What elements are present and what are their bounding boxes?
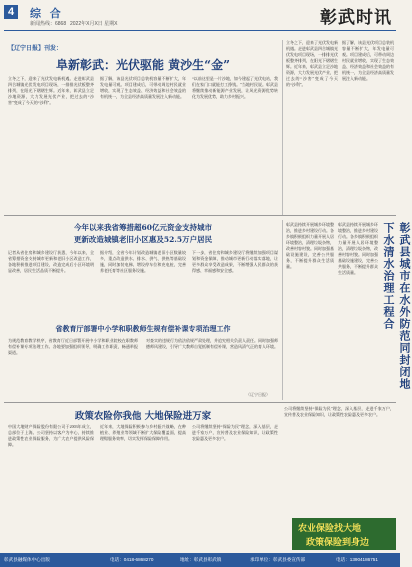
article3-col2: 对查实的违规行为依法依规严肃处理，并追究相关负责人责任。同时加强师德师风建设，引导广大教师自觉抵制有偿补课，营造风清气正的育人环境。	[146, 338, 278, 349]
section-title: 综 合	[30, 8, 64, 20]
article1-headline: 阜新彰武：光伏驱能 黄沙生“金”	[56, 58, 230, 72]
article1-col4: 立冬之下，迎来了光伏发电新机遇。走进彰武县四合城镇光伏发电项目现场，一排排光伏板整齐排列，在阳光下熠熠生辉。近年来，彰武县立足沙地资源，大力发展光伏产业，把过去的“沙害”变成了今天的“沙利”。	[286, 40, 338, 87]
article3-col1: 为规范教育教学秩序，省教育厅近日部署开展中小学和职业院校在职教师有偿补课专项治理工作。各地要加强组织领导，明确工作职责，畅通举报渠道。	[8, 338, 138, 355]
article2-headline-line1: 今年以来我省筹措超60亿元资金支持城市	[74, 223, 212, 232]
article4-col2: 彰武县持续开展城乡环境整治，推进乡村建设行动。各乡镇积极组织力量开展人居环境整治，清理垃圾杂物，改善村容村貌。同时加强基础设施建设，完善公共服务，不断提升群众生活质量。	[338, 222, 378, 275]
header-hotline: 新闻热线：6868	[30, 21, 67, 27]
header-date: 2022年X月X日 星期X	[70, 21, 118, 27]
article1-col3: “以前这里是一片沙地，如今建起了光伏电站，我们在家门口就能打工挣钱。”当地村民说。彰武县将继续推动新能源产业发展，让风光资源优势转化为发展优势，助力乡村振兴。	[192, 76, 278, 99]
article2-col2: 据介绍，全省今年计划改造城镇老旧小区数量较多，重点改造供水、排水、供气、供热等基础设施，同时加装电梯、增设停车位和充电桩，完善养老托育等社区服务设施。	[100, 250, 186, 273]
article1-col2: 据了解，该县光伏项目总装机容量不断扩大，年发电量可观。项目建成后，可带动周边村民就业增收，实现了生态效益、经济效益和社会效益的有机统一，为全县经济高质量发展注入新动能。	[100, 76, 186, 99]
page-footer	[0, 553, 400, 567]
header-rule	[4, 30, 396, 31]
article1-kicker: 【辽宁日报】刊发：	[8, 46, 63, 52]
article4-col1: 彰武县持续开展城乡环境整治，推进乡村建设行动。各乡镇积极组织力量开展人居环境整治，清理垃圾杂物，改善村容村貌。同时加强基础设施建设，完善公共服务，不断提升群众生活质量。	[286, 222, 334, 269]
divider	[4, 402, 396, 403]
footer-printer: 承印单位：彰武县委宣传部	[250, 557, 306, 562]
article5-col1: 中国大地财产保险股份有限公司于2003年成立，总部位于上海。公司坚持以客户为中心，持续推进政策性农业保险服务，为广大农户提供风险保障。	[8, 424, 94, 447]
article3-source: （辽宁日报）	[246, 392, 270, 397]
ad-banner	[292, 518, 396, 550]
masthead: 彰武时讯	[320, 8, 392, 28]
article1-col1: 立冬之下，迎来了光伏发电新机遇。走进彰武县四合城镇光伏发电项目现场，一排排光伏板整齐排列，在阳光下熠熠生辉。近年来，彰武县立足沙地资源，大力发展光伏产业，把过去的“沙害”变成了今天的“沙利”。	[8, 76, 94, 105]
article5-col4: 公司将继续坚持“保险为民”理念，深入基层，走进千家万户，宣传普及农业保险知识，让政策性农险惠及更多农户。	[284, 406, 394, 417]
column-divider	[282, 40, 283, 215]
article2-col1: 记者从省住房和城乡建设厅获悉，今年以来，全省筹措资金支持城市更新和老旧小区改造工作，各地积极推进项目建设，改造完成后小区环境明显改善，居民生活品质不断提升。	[8, 250, 94, 273]
page-header	[0, 0, 400, 30]
article1-col5: 据了解，该县光伏项目总装机容量不断扩大，年发电量可观。项目建成后，可带动周边村民就业增收，实现了生态效益、经济效益和社会效益的有机统一，为全县经济高质量发展注入新动能。	[342, 40, 394, 81]
article5-col2: 近年来，大地保险积极参与乡村振兴战略，在种植业、养殖业等领域不断扩大保险覆盖面，提高理赔服务效率，切实发挥保险保障作用。	[100, 424, 186, 441]
divider	[4, 215, 396, 216]
ad-line1: 农业保险找大地	[298, 524, 362, 534]
article5-headline: 政策农险你我他 大地保险进万家	[74, 411, 212, 422]
page-number: 4	[4, 5, 18, 19]
footer-phone2: 电话：13904186751	[336, 557, 378, 562]
article3-headline: 省教育厅部署中小学和职教师生规有偿补课专项治理工作	[55, 324, 231, 333]
article5-col3: 公司将继续坚持“保险为民”理念，深入基层，走进千家万户，宣传普及农业保险知识，让政策性农险惠及更多农户。	[192, 424, 278, 441]
article2-headline-line2: 更新改造城镇老旧小区惠及52.5万户居民	[73, 235, 213, 244]
ad-line2: 政策保险到身边	[306, 538, 370, 548]
vertical-headline: 彰武县城市在水外防范同封闭地下水清水治理工程合	[382, 222, 411, 390]
column-divider	[282, 220, 283, 400]
footer-phone: 电话：0418-6868270	[110, 557, 154, 562]
article2-col3: 下一步，省住房和城乡建设厅将继续加强项目谋划和资金保障，推动城市更新行动落实落地，让更多群众享受改造成果，不断增强人民群众的获得感、幸福感和安全感。	[192, 250, 278, 273]
footer-publisher: 彰武县融媒体中心出版	[4, 557, 50, 562]
footer-address: 地址：彰武县彰武镇	[180, 557, 222, 562]
